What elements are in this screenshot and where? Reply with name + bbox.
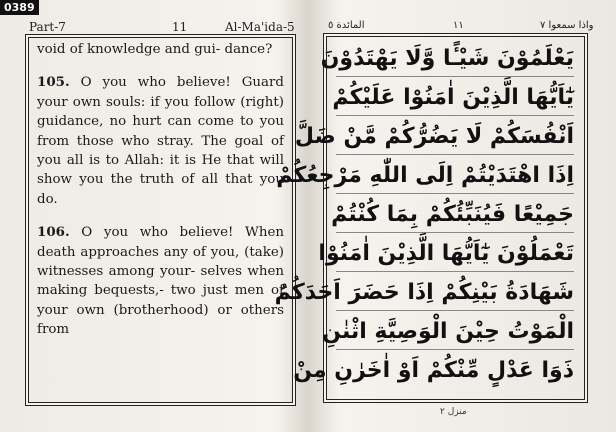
- arabic-line: جَمِيْعًا فَيُنَبِّئُكُمْ بِمَا كُنْتُمْ: [336, 198, 574, 233]
- arabic-line: يَعْلَمُوْنَ شَيْـًٔا وَّلَا يَهْتَدُوْنَ: [336, 42, 574, 77]
- arabic-line: ذَوَا عَدْلٍ مِّنْكُمْ اَوْ اٰخَرٰنِ مِنْ: [293, 358, 574, 383]
- arabic-line: اَنْفُسَكُمْ لَا يَضُرُّكُمْ مَّنْ ضَلَّ: [336, 120, 574, 155]
- paragraph-verse-105: 105. O you who believe! Guard your own souls: if you follow (right) guidance, no hurt can come to you from those who stray. The goal of you all is to Allah: it is He that will show you the truth of all that you do.: [37, 74, 284, 207]
- left-header-surah: Al-Ma'ida-5: [225, 20, 295, 34]
- arabic-line: اِذَا اهْتَدَيْتُمْ اِلَى اللّٰهِ مَرْجِعُكُمْ: [336, 159, 574, 194]
- right-header-left-title: واذا سمعوا ٧: [540, 20, 594, 31]
- arabic-line: الْمَوْتُ حِيْنَ الْوَصِيَّةِ اثْنٰنِ: [336, 315, 574, 350]
- arabic-line: يٰٓاَيُّهَا الَّذِيْنَ اٰمَنُوْا عَلَيْكُمْ: [336, 81, 574, 116]
- arabic-line: تَعْمَلُوْنَ يٰٓاَيُّهَا الَّذِيْنَ اٰمَنُوْا: [336, 237, 574, 272]
- left-header-part: Part-7: [29, 20, 66, 34]
- right-header-page-number: ١١: [453, 20, 464, 31]
- arabic-line: شَهَادَةُ بَيْنِكُمْ اِذَا حَضَرَ اَحَدَكُمُ: [336, 276, 574, 311]
- scan-label: 0389: [0, 0, 39, 15]
- paragraph-continuation: void of knowledge and gui- dance?: [37, 42, 273, 57]
- paragraph-verse-106: 106. O you who believe! When death approaches any of you, (take) witnesses among your- selves when making bequests,- two just men of your own (brotherhood) or others from: [37, 224, 284, 338]
- left-page-text: [37, 40, 284, 340]
- left-header-page-number: 11: [172, 20, 188, 34]
- verse-number: 106.: [37, 224, 70, 241]
- right-page-footer: منزل ٢: [440, 407, 467, 417]
- right-header-right-title: المائدة ٥: [328, 20, 365, 31]
- verse-number: 105.: [37, 74, 70, 91]
